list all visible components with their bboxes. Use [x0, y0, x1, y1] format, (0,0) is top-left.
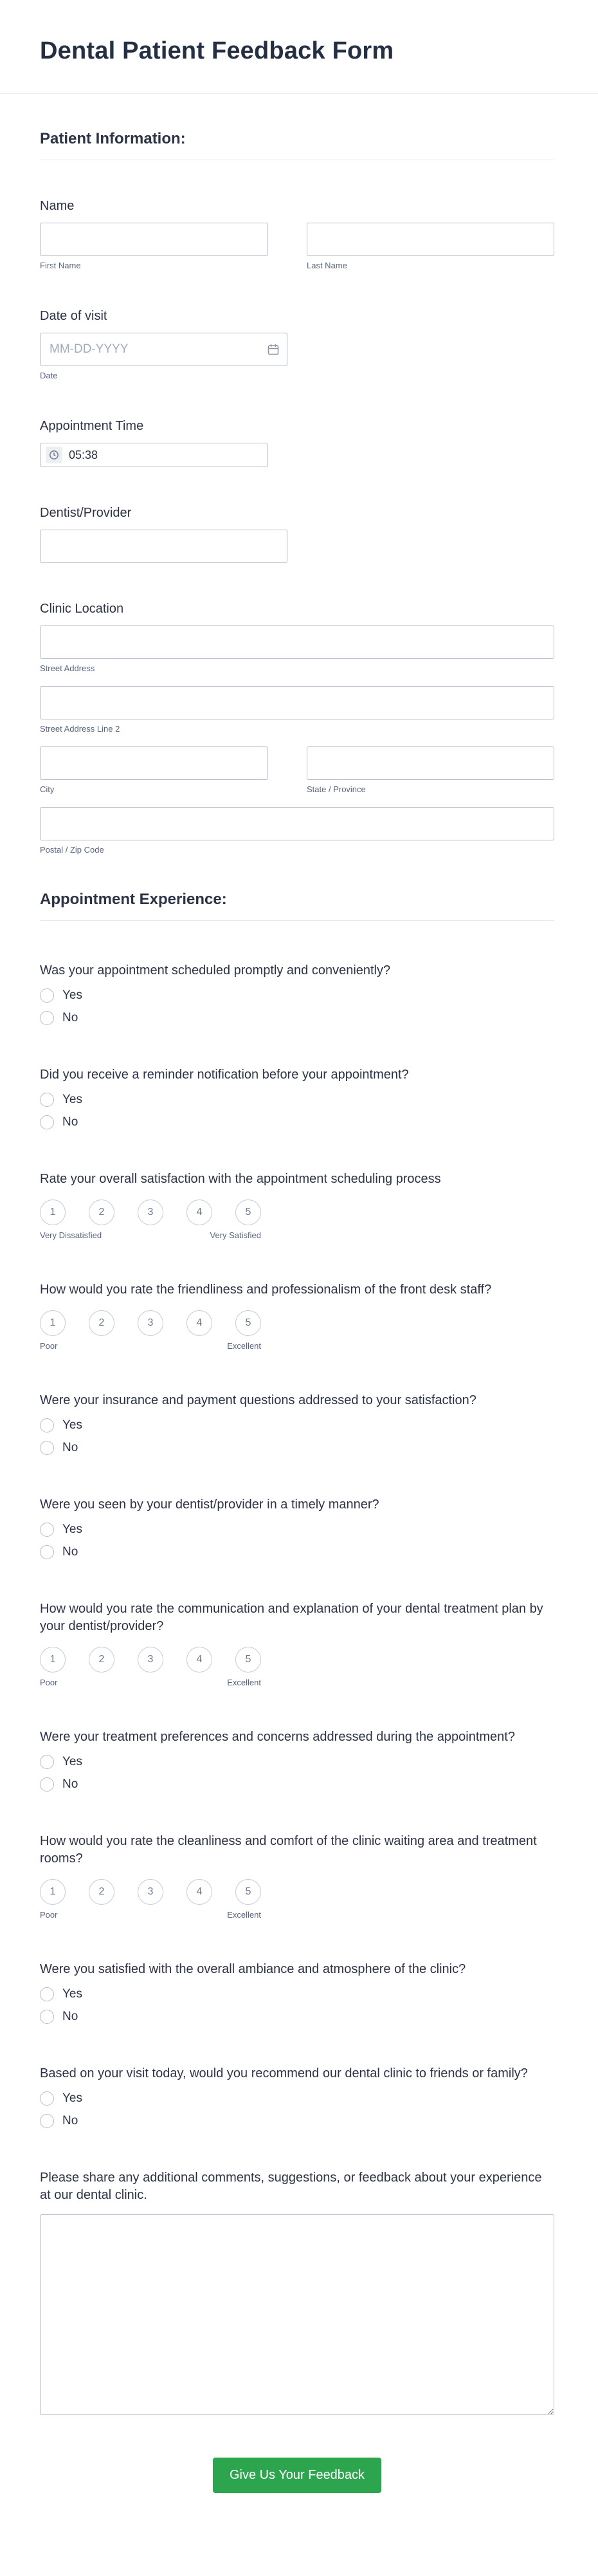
- scale-right-label: Excellent: [227, 1341, 261, 1351]
- scale-value: 3: [147, 1207, 154, 1218]
- radio-icon[interactable]: [40, 2010, 54, 2024]
- scale-value: 2: [98, 1654, 105, 1665]
- city-column: [40, 746, 268, 794]
- submit-button[interactable]: Give Us Your Feedback: [213, 2458, 381, 2493]
- scale-right-label: Very Satisfied: [210, 1230, 261, 1240]
- scale-value: 5: [245, 1317, 251, 1328]
- comments-textarea[interactable]: [40, 2214, 554, 2415]
- radio-label-no: No: [62, 1115, 78, 1129]
- last-name-sublabel: Last Name: [307, 261, 347, 270]
- name-label: Name: [40, 199, 75, 213]
- scale-value: 2: [98, 1317, 105, 1328]
- state-column: [307, 746, 554, 794]
- radio-label-no: No: [62, 2114, 78, 2127]
- scale-option-5[interactable]: [235, 1879, 261, 1905]
- form-body: [0, 130, 598, 2538]
- date-of-visit-field: [40, 308, 554, 380]
- scale-option-2[interactable]: [89, 1647, 114, 1673]
- question-6-options: [40, 1523, 554, 1559]
- question-11-text: Based on your visit today, would you recommend our dental clinic to friends or family?: [40, 2066, 528, 2080]
- question-7-text: How would you rate the communication and explanation of your dental treatment plan by your dentist/provider?: [40, 1602, 543, 1633]
- radio-label-yes: Yes: [62, 1093, 82, 1106]
- scale-value: 3: [147, 1654, 154, 1665]
- scale-option-1[interactable]: [40, 1310, 66, 1336]
- scale-value: 3: [147, 1886, 154, 1897]
- question-9-text: How would you rate the cleanliness and comfort of the clinic waiting area and treatment rooms?: [40, 1834, 537, 1866]
- scale-option-5[interactable]: [235, 1647, 261, 1673]
- street-address2-group: [40, 686, 554, 734]
- question-8-option-yes[interactable]: [40, 1755, 82, 1769]
- submit-row: [40, 2458, 554, 2538]
- question-6-option-no[interactable]: [40, 1545, 78, 1559]
- scale-option-1[interactable]: [40, 1200, 66, 1225]
- question-1-option-yes[interactable]: [40, 988, 82, 1003]
- scale-value: 3: [147, 1317, 154, 1328]
- city-input[interactable]: [40, 746, 268, 780]
- radio-label-no: No: [62, 1545, 78, 1559]
- question-6-text: Were you seen by your dentist/provider in a timely manner?: [40, 1497, 379, 1512]
- radio-icon[interactable]: [40, 1777, 54, 1792]
- appointment-time-input[interactable]: [40, 443, 268, 467]
- question-9-scale: [40, 1879, 554, 1905]
- scale-value: 4: [196, 1317, 203, 1328]
- dentist-provider-label: Dentist/Provider: [40, 506, 132, 520]
- street-address-input[interactable]: [40, 625, 554, 659]
- section-heading-patient-info: Patient Information:: [40, 130, 554, 160]
- scale-left-label: Poor: [40, 1341, 58, 1351]
- radio-label-yes: Yes: [62, 1987, 82, 2001]
- question-6: [40, 1496, 554, 1559]
- scale-option-2[interactable]: [89, 1200, 114, 1225]
- scale-value: 5: [245, 1654, 251, 1665]
- dentist-provider-field: [40, 505, 554, 563]
- question-4: [40, 1281, 554, 1351]
- question-11-option-no[interactable]: [40, 2114, 78, 2128]
- scale-option-3[interactable]: [138, 1879, 163, 1905]
- scale-value: 4: [196, 1886, 203, 1897]
- question-8-option-no[interactable]: [40, 1777, 78, 1792]
- question-1-text: Was your appointment scheduled promptly and conveniently?: [40, 963, 391, 978]
- question-11-option-yes[interactable]: [40, 2091, 82, 2106]
- question-1-options: [40, 988, 554, 1025]
- radio-icon[interactable]: [40, 1418, 54, 1432]
- dentist-provider-input[interactable]: [40, 530, 287, 563]
- scale-option-4[interactable]: [186, 1879, 212, 1905]
- scale-value: 5: [245, 1207, 251, 1218]
- question-9: [40, 1833, 554, 1920]
- question-5: [40, 1392, 554, 1455]
- radio-label-yes: Yes: [62, 1418, 82, 1432]
- question-8-text: Were your treatment preferences and concerns addressed during the appointment?: [40, 1730, 515, 1744]
- scale-left-label: Poor: [40, 1678, 58, 1687]
- question-1: [40, 962, 554, 1025]
- scale-option-5[interactable]: [235, 1200, 261, 1225]
- street-address-sublabel: Street Address: [40, 663, 95, 673]
- question-2: [40, 1066, 554, 1129]
- clinic-location-field: [40, 600, 554, 855]
- radio-icon[interactable]: [40, 1523, 54, 1537]
- radio-label-no: No: [62, 1777, 78, 1791]
- question-3-scale: [40, 1200, 554, 1225]
- question-12-text: Please share any additional comments, suggestions, or feedback about your experience at our dental clinic.: [40, 2171, 542, 2202]
- question-5-text: Were your insurance and payment questions addressed to your satisfaction?: [40, 1393, 476, 1407]
- scale-option-4[interactable]: [186, 1200, 212, 1225]
- scale-value: 2: [98, 1886, 105, 1897]
- section-heading-experience: Appointment Experience:: [40, 891, 554, 921]
- question-10-options: [40, 1987, 554, 2024]
- radio-icon[interactable]: [40, 1011, 54, 1025]
- question-3-scale-labels: [40, 1230, 261, 1240]
- radio-icon[interactable]: [40, 988, 54, 1003]
- scale-value: 1: [50, 1207, 56, 1218]
- radio-icon[interactable]: [40, 2114, 54, 2128]
- question-2-text: Did you receive a reminder notification before your appointment?: [40, 1068, 409, 1082]
- scale-value: 5: [245, 1886, 251, 1897]
- question-8-options: [40, 1755, 554, 1792]
- scale-option-1[interactable]: [40, 1879, 66, 1905]
- radio-icon[interactable]: [40, 2091, 54, 2106]
- date-input-wrap: [40, 333, 287, 366]
- appointment-time-label: Appointment Time: [40, 419, 144, 433]
- radio-icon[interactable]: [40, 1441, 54, 1455]
- scale-option-3[interactable]: [138, 1647, 163, 1673]
- radio-label-no: No: [62, 1011, 78, 1024]
- scale-option-5[interactable]: [235, 1310, 261, 1336]
- radio-label-yes: Yes: [62, 2091, 82, 2105]
- question-2-option-yes[interactable]: [40, 1093, 82, 1107]
- scale-option-4[interactable]: [186, 1310, 212, 1336]
- scale-value: 2: [98, 1207, 105, 1218]
- state-sublabel: State / Province: [307, 784, 366, 794]
- appointment-time-value: 05:38: [69, 448, 98, 461]
- postal-input[interactable]: [40, 807, 554, 840]
- question-7: [40, 1600, 554, 1687]
- question-12: [40, 2169, 554, 2415]
- radio-icon[interactable]: [40, 1115, 54, 1129]
- scale-option-2[interactable]: [89, 1310, 114, 1336]
- name-field: [40, 198, 554, 270]
- scale-right-label: Excellent: [227, 1910, 261, 1920]
- question-11: [40, 2065, 554, 2128]
- street-address2-sublabel: Street Address Line 2: [40, 724, 120, 734]
- clock-icon[interactable]: [46, 447, 62, 463]
- scale-value: 4: [196, 1207, 203, 1218]
- question-10-text: Were you satisfied with the overall ambiance and atmosphere of the clinic?: [40, 1962, 466, 1976]
- question-4-scale-labels: [40, 1341, 261, 1351]
- question-10-option-no[interactable]: [40, 2010, 78, 2024]
- question-2-options: [40, 1093, 554, 1129]
- first-name-sublabel: First Name: [40, 261, 81, 270]
- scale-right-label: Excellent: [227, 1678, 261, 1687]
- question-8: [40, 1728, 554, 1792]
- scale-option-2[interactable]: [89, 1879, 114, 1905]
- radio-label-yes: Yes: [62, 1523, 82, 1536]
- street-address2-input[interactable]: [40, 686, 554, 719]
- question-3-text: Rate your overall satisfaction with the appointment scheduling process: [40, 1172, 441, 1186]
- question-11-options: [40, 2091, 554, 2128]
- postal-sublabel: Postal / Zip Code: [40, 845, 104, 855]
- question-5-options: [40, 1418, 554, 1455]
- scale-option-4[interactable]: [186, 1647, 212, 1673]
- last-name-column: [307, 223, 554, 270]
- scale-value: 4: [196, 1654, 203, 1665]
- question-3: [40, 1171, 554, 1240]
- clinic-location-label: Clinic Location: [40, 602, 124, 616]
- radio-label-yes: Yes: [62, 1755, 82, 1768]
- name-row: [40, 223, 554, 270]
- radio-icon[interactable]: [40, 1545, 54, 1559]
- state-input[interactable]: [307, 746, 554, 780]
- question-10: [40, 1961, 554, 2024]
- question-9-scale-labels: [40, 1910, 261, 1920]
- radio-label-yes: Yes: [62, 988, 82, 1002]
- scale-value: 1: [50, 1317, 56, 1328]
- scale-left-label: Very Dissatisfied: [40, 1230, 102, 1240]
- question-7-scale: [40, 1647, 554, 1673]
- calendar-icon[interactable]: [267, 343, 280, 356]
- scale-option-1[interactable]: [40, 1647, 66, 1673]
- radio-icon[interactable]: [40, 1093, 54, 1107]
- scale-option-3[interactable]: [138, 1310, 163, 1336]
- question-1-option-no[interactable]: [40, 1011, 78, 1025]
- first-name-input[interactable]: [40, 223, 268, 256]
- radio-icon[interactable]: [40, 1987, 54, 2001]
- radio-icon[interactable]: [40, 1755, 54, 1769]
- question-4-text: How would you rate the friendliness and professionalism of the front desk staff?: [40, 1283, 492, 1297]
- city-sublabel: City: [40, 784, 55, 794]
- appointment-time-field: [40, 418, 554, 467]
- scale-left-label: Poor: [40, 1910, 58, 1920]
- scale-value: 1: [50, 1654, 56, 1665]
- street-address-group: [40, 625, 554, 673]
- first-name-column: [40, 223, 268, 270]
- date-input[interactable]: [40, 333, 287, 366]
- question-5-option-yes[interactable]: [40, 1418, 82, 1432]
- question-4-scale: [40, 1310, 554, 1336]
- city-state-row: [40, 746, 554, 794]
- last-name-input[interactable]: [307, 223, 554, 256]
- radio-label-no: No: [62, 2010, 78, 2023]
- question-6-option-yes[interactable]: [40, 1523, 82, 1537]
- scale-value: 1: [50, 1886, 56, 1897]
- date-of-visit-label: Date of visit: [40, 309, 107, 323]
- postal-group: [40, 807, 554, 855]
- question-2-option-no[interactable]: [40, 1115, 78, 1129]
- radio-label-no: No: [62, 1441, 78, 1454]
- scale-option-3[interactable]: [138, 1200, 163, 1225]
- page-title: Dental Patient Feedback Form: [40, 37, 394, 64]
- question-5-option-no[interactable]: [40, 1441, 78, 1455]
- question-7-scale-labels: [40, 1678, 261, 1687]
- form-header: [0, 0, 598, 94]
- date-sublabel: Date: [40, 371, 58, 380]
- question-10-option-yes[interactable]: [40, 1987, 82, 2001]
